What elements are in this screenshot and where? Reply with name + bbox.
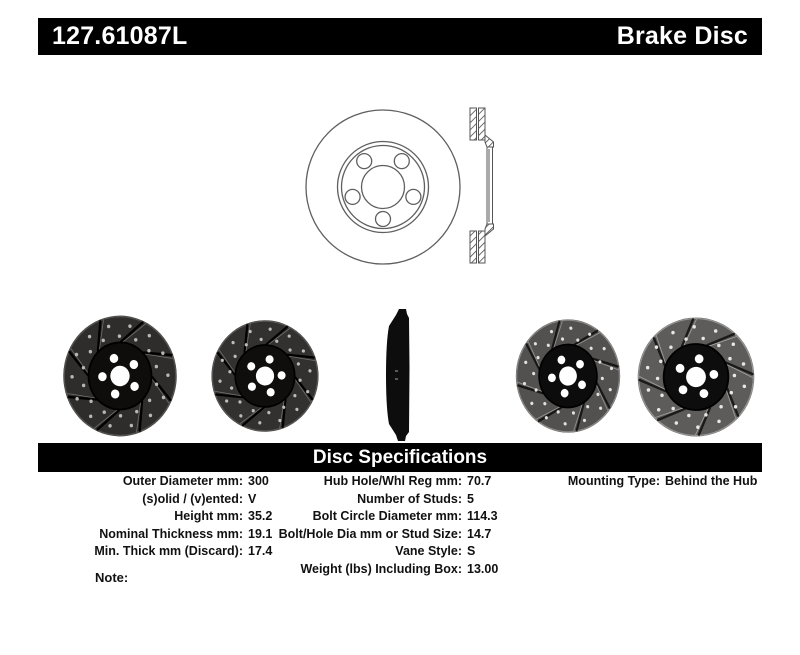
spec-row [278, 508, 498, 526]
disc-specifications-bar [38, 443, 762, 472]
spec-value: 70.7 [467, 474, 492, 488]
header-bar [38, 18, 762, 55]
spec-label: Weight (lbs) Including Box: [300, 561, 462, 576]
spec-row [38, 491, 272, 509]
spec-value: 13.00 [467, 561, 499, 576]
spec-column-right [556, 473, 757, 491]
spec-value: 14.7 [467, 526, 492, 541]
spec-row [38, 543, 272, 561]
spec-value: 35.2 [248, 509, 273, 523]
product-photo-rotor-4 [506, 314, 630, 438]
brake-disc-section-drawing [462, 102, 498, 270]
spec-value: Behind the Hub [665, 474, 758, 488]
spec-label: Outer Diameter mm: [122, 474, 243, 488]
spec-row [38, 508, 272, 526]
spec-row [38, 526, 272, 544]
spec-value: 300 [248, 474, 269, 488]
spec-row [278, 543, 498, 561]
spec-row [278, 526, 498, 544]
spec-label: Bolt/Hole Dia mm or Stud Size: [278, 526, 462, 541]
spec-value: 5 [467, 491, 474, 506]
spec-label: Mounting Type: [567, 474, 660, 488]
brake-disc-front-drawing [300, 104, 466, 270]
product-type-title: Brake Disc [616, 22, 748, 50]
spec-label: (s)olid / (v)ented: [142, 491, 243, 506]
disc-specifications-title: Disc Specifications [312, 446, 488, 468]
spec-row [38, 473, 272, 491]
spec-label: Height mm: [174, 509, 243, 523]
front-view-line-drawing [300, 104, 466, 270]
spec-column-left [38, 473, 272, 561]
spec-row [278, 491, 498, 509]
product-photo-rotor-5 [631, 312, 761, 442]
cross-section-line-drawing [462, 102, 498, 270]
spec-row [278, 473, 498, 491]
spec-value: 114.3 [467, 509, 498, 523]
spec-label: Min. Thick mm (Discard): [94, 544, 243, 558]
product-photo-rotor-edge-view [383, 308, 417, 442]
product-photo-rotor-1 [54, 310, 186, 442]
part-number: 127.61087L [52, 22, 188, 50]
spec-label: Number of Studs: [357, 491, 462, 506]
spec-label: Bolt Circle Diameter mm: [312, 509, 462, 523]
spec-value: 19.1 [248, 526, 273, 541]
spec-row [278, 561, 498, 579]
spec-label: Nominal Thickness mm: [99, 526, 243, 541]
product-photo-rotor-2 [204, 315, 326, 437]
note-label: Note: [95, 570, 129, 585]
spec-value: 17.4 [248, 544, 273, 558]
spec-row [556, 473, 757, 491]
spec-column-middle [278, 473, 498, 578]
spec-value: V [248, 491, 257, 506]
spec-label: Vane Style: [395, 544, 462, 558]
spec-value: S [467, 544, 476, 558]
spec-label: Hub Hole/Whl Reg mm: [323, 474, 462, 488]
